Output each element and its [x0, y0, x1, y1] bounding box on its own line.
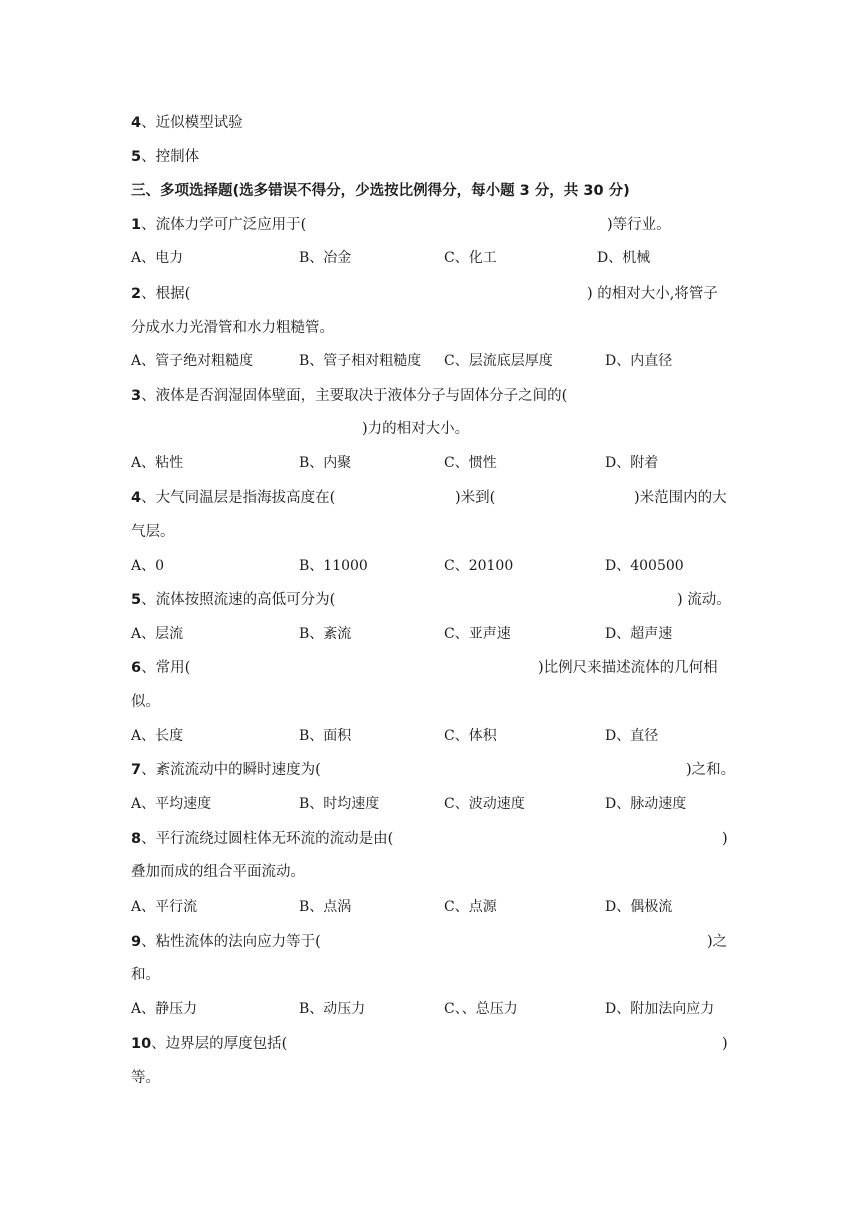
question-6-tail: )比例尺来描述流体的几何相: [538, 660, 718, 676]
q3-option-d: D、附着: [605, 455, 659, 471]
q6-option-b: B、面积: [299, 728, 352, 744]
question-2-continuation: 分成水力光滑管和水力粗糙管。: [131, 320, 334, 336]
q4-option-c: C、20100: [444, 558, 514, 574]
question-10-continuation: 等。: [131, 1070, 160, 1086]
question-10-tail: ): [722, 1036, 728, 1052]
question-4-continuation: 气层。: [131, 524, 175, 540]
question-7-tail: )之和。: [686, 762, 736, 778]
question-10: 10、边界层的厚度包括(: [131, 1036, 288, 1052]
q8-option-a: A、平行流: [131, 899, 198, 915]
q7-option-c: C、波动速度: [444, 796, 525, 812]
q5-option-d: D、超声速: [605, 626, 673, 642]
question-5: 5、流体按照流速的高低可分为(: [131, 592, 336, 608]
question-8-continuation: 叠加而成的组合平面流动。: [131, 864, 305, 880]
term-item-5: 5、控制体: [131, 149, 200, 165]
q3-option-c: C、惯性: [444, 455, 497, 471]
question-3: 3、液体是否润湿固体壁面，主要取决于液体分子与固体分子之间的(: [131, 388, 568, 404]
q2-option-d: D、内直径: [605, 353, 673, 369]
term-item-4: 4、近似模型试验: [131, 115, 243, 131]
q6-option-c: C、体积: [444, 728, 497, 744]
q7-option-b: B、时均速度: [299, 796, 380, 812]
q1-option-b: B、冶金: [299, 250, 352, 266]
q4-option-b: B、11000: [299, 558, 368, 574]
q5-option-c: C、亚声速: [444, 626, 511, 642]
question-3-continuation: )力的相对大小。: [362, 421, 470, 437]
q5-option-a: A、层流: [131, 626, 184, 642]
question-1: 1、流体力学可广泛应用于(: [131, 217, 307, 233]
q4-option-a: A、0: [131, 558, 165, 574]
q9-option-b: B、动压力: [299, 1001, 366, 1017]
q6-option-a: A、长度: [131, 728, 184, 744]
q9-option-c: C、、总压力: [444, 1001, 518, 1017]
q2-option-b: B、管子相对粗糙度: [299, 353, 422, 369]
question-6: 6、常用(: [131, 660, 191, 676]
q8-option-d: D、偶极流: [605, 899, 673, 915]
question-7: 7、紊流流动中的瞬时速度为(: [131, 762, 321, 778]
q9-option-d: D、附加法向应力: [605, 1001, 715, 1017]
question-5-tail: ) 流动。: [677, 592, 731, 608]
question-6-continuation: 似。: [131, 694, 160, 710]
question-2: 2、根据(: [131, 286, 191, 302]
q8-option-b: B、点涡: [299, 899, 352, 915]
q7-option-d: D、脉动速度: [605, 796, 687, 812]
q2-option-a: A、管子绝对粗糙度: [131, 353, 254, 369]
q9-option-a: A、静压力: [131, 1001, 198, 1017]
section-header: 三、多项选择题(选多错误不得分，少选按比例得分，每小题 3 分，共 30 分): [131, 183, 630, 199]
q3-option-b: B、内聚: [299, 455, 352, 471]
q1-option-d: D、机械: [597, 250, 651, 266]
q8-option-c: C、点源: [444, 899, 497, 915]
q1-option-a: A、电力: [131, 250, 184, 266]
q3-option-a: A、粘性: [131, 455, 184, 471]
q2-option-c: C、层流底层厚度: [444, 353, 553, 369]
question-8-tail: ): [722, 831, 728, 847]
q5-option-b: B、紊流: [299, 626, 352, 642]
question-2-tail: ) 的相对大小,将管子: [587, 286, 718, 302]
question-9: 9、粘性流体的法向应力等于(: [131, 934, 321, 950]
question-9-tail: )之: [707, 934, 728, 950]
q7-option-a: A、平均速度: [131, 796, 212, 812]
q1-option-c: C、化工: [444, 250, 497, 266]
q4-option-d: D、400500: [605, 558, 684, 574]
question-8: 8、平行流绕过圆柱体无环流的流动是由(: [131, 831, 394, 847]
q6-option-d: D、直径: [605, 728, 659, 744]
question-4: 4、大气同温层是指海拔高度在(: [131, 490, 336, 506]
question-9-continuation: 和。: [131, 967, 160, 983]
question-4-tail: )米范围内的大: [634, 490, 727, 506]
question-1-tail: )等行业。: [607, 217, 671, 233]
question-4-middle: )米到(: [455, 490, 496, 506]
